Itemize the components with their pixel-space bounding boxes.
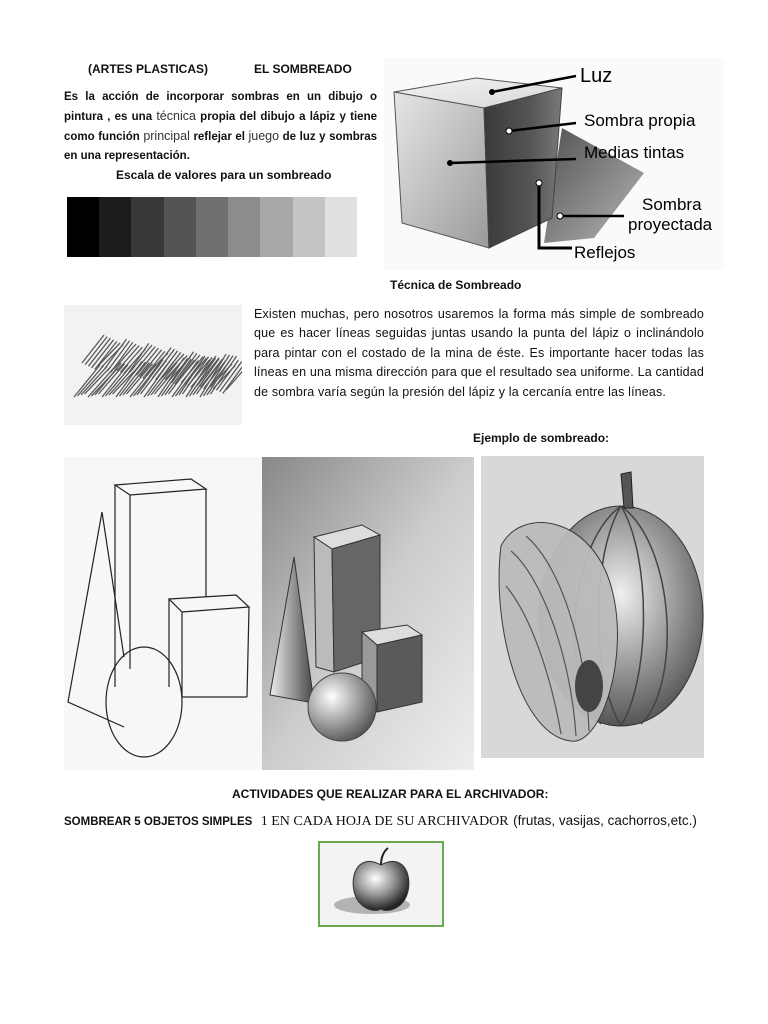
- hatching-sample-image: [64, 305, 242, 425]
- value-swatch-7: [260, 197, 292, 257]
- label-medias-tintas: Medias tintas: [584, 143, 685, 162]
- value-swatch-1: [67, 197, 99, 257]
- intro-text-4: de luz y sombras en una representación.: [64, 131, 378, 162]
- value-swatch-5: [196, 197, 228, 257]
- intro-paragraph: [64, 88, 377, 166]
- label-luz: Luz: [580, 65, 613, 87]
- scale-title: Escala de valores para un sombreado: [116, 168, 332, 182]
- page-title: EL SOMBREADO: [254, 62, 352, 76]
- task-serif-text: 1 EN CADA HOJA DE SU ARCHIVADOR: [260, 814, 509, 829]
- example-title: Ejemplo de sombreado:: [473, 431, 610, 445]
- task-sans-text: (frutas, vasijas, cachorros,etc.): [513, 813, 697, 828]
- value-swatch-6: [228, 197, 260, 257]
- value-swatch-3: [131, 197, 163, 257]
- apple-example-image: [318, 841, 444, 927]
- activities-task: [64, 812, 697, 830]
- activities-title: ACTIVIDADES QUE REALIZAR PARA EL ARCHIVADOR:: [232, 787, 549, 801]
- value-swatch-8: [293, 197, 325, 257]
- intro-text-3: reflejar el: [193, 131, 245, 143]
- example-line-drawing: [64, 457, 262, 770]
- task-bold-text: SOMBREAR 5 OBJETOS SIMPLES: [64, 816, 253, 828]
- example-shaded-pumpkin: [481, 456, 704, 758]
- technique-paragraph: Existen muchas, pero nosotros usaremos la forma más simple de sombreado que es hacer líneas seguidas juntas usando la punta del lápiz o inclinándolo para pintar con el costado de la mina de éste. Es importante hacer todas las líneas en una misma dirección para que el resultado sea uniforme. La cantidad de sombra varía según la presión del lápiz y la cercanía entre las líneas.: [254, 307, 704, 399]
- example-shaded-solids: [262, 457, 474, 770]
- value-scale: [67, 197, 357, 257]
- value-swatch-4: [164, 197, 196, 257]
- intro-text-1: Es la acción de incorporar sombras en un dibujo o pintura , es una: [64, 91, 377, 123]
- label-proyectada: proyectada: [628, 215, 713, 234]
- value-swatch-9: [325, 197, 357, 257]
- label-sombra: Sombra: [642, 195, 702, 214]
- technique-title: Técnica de Sombreado: [390, 278, 522, 292]
- label-reflejos: Reflejos: [574, 243, 636, 262]
- subject-heading: (ARTES PLASTICAS): [88, 62, 208, 76]
- intro-word-tecnica: técnica: [156, 109, 196, 123]
- cube-shading-diagram: [384, 58, 724, 270]
- intro-word-principal: principal: [143, 129, 190, 143]
- intro-word-juego: juego: [248, 129, 280, 143]
- label-sombra-propia: Sombra propia: [584, 111, 696, 130]
- value-swatch-2: [99, 197, 131, 257]
- intro-text-2: propia del dibujo a lápiz y tiene como función: [64, 111, 377, 143]
